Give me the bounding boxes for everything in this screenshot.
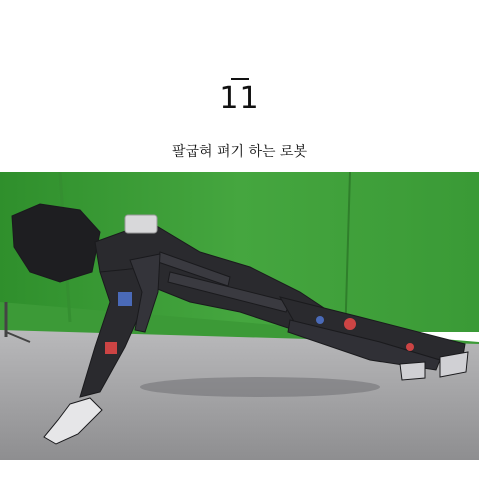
robot-pushup-photo <box>0 172 479 460</box>
slide-caption: 팔굽혀 펴기 하는 로봇 <box>171 144 308 160</box>
robot-foot-left <box>400 362 425 380</box>
robot-shadow <box>140 377 380 397</box>
slide-number-overline <box>231 78 249 80</box>
slide-number-block <box>0 78 479 116</box>
slide-number: 11 <box>219 81 260 116</box>
